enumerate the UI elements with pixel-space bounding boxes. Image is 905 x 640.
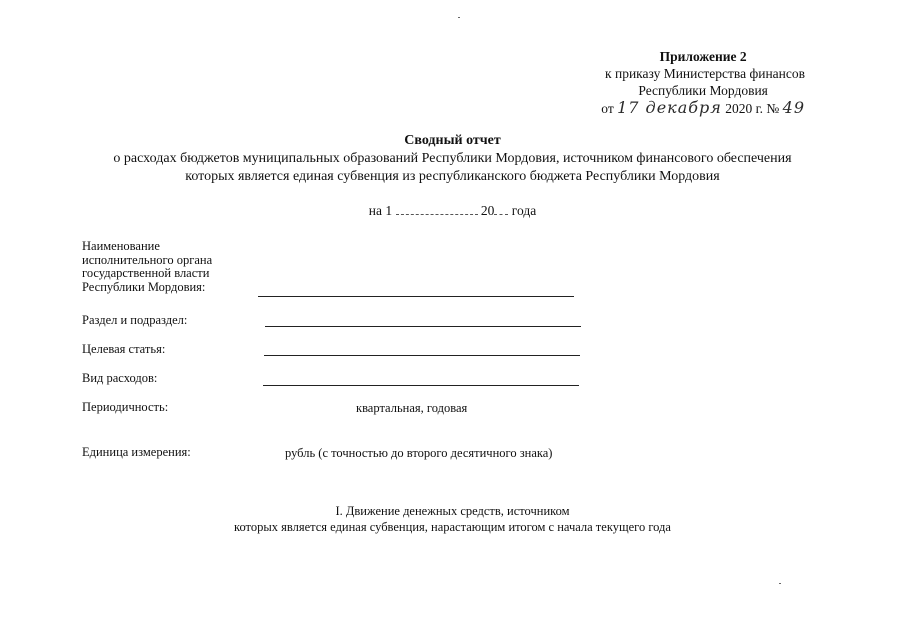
- report-subtitle-line-2: которых является единая субвенция из республиканского бюджета Республики Мордовия: [185, 169, 720, 184]
- authority-label-line-2: исполнительного органа: [82, 252, 213, 267]
- appendix-date-prefix: от: [601, 101, 614, 116]
- section-1-line-1: I. Движение денежных средств, источником: [335, 504, 570, 518]
- appendix-order-line: к приказу Министерства финансов: [605, 66, 805, 81]
- scan-speck: [779, 583, 781, 584]
- year-blank: [494, 202, 508, 215]
- target-label: Целевая статья:: [82, 342, 166, 356]
- handwritten-date: 17 декабря: [617, 98, 722, 117]
- authority-label-line-4: Республики Мордовия:: [82, 279, 206, 294]
- report-date-line: [0, 202, 905, 219]
- handwritten-number: 49: [782, 98, 805, 117]
- report-title: Сводный отчет: [404, 133, 501, 148]
- section-1-line-2: которых является единая субвенция, нарастающим итогом с начала текущего года: [234, 520, 671, 534]
- report-title-block: [0, 132, 905, 186]
- appendix-ministry-line: Республики Мордовия: [638, 83, 768, 98]
- section-input-line: [265, 326, 581, 327]
- unit-value: рубль (с точностью до второго десятичного знака): [285, 446, 553, 460]
- appendix-block: [601, 48, 805, 117]
- report-date-prefix: на 1: [368, 203, 393, 218]
- report-date-suffix: года: [511, 203, 537, 218]
- section-1-heading: [0, 503, 905, 535]
- authority-label: [82, 240, 212, 294]
- appendix-title: Приложение 2: [659, 49, 747, 64]
- expense-label: Вид расходов:: [82, 371, 158, 385]
- report-date-year: 20: [480, 203, 495, 218]
- section-label: Раздел и подраздел:: [82, 313, 188, 327]
- appendix-date-line: [601, 99, 805, 117]
- scan-speck: [458, 17, 460, 18]
- target-input-line: [264, 355, 580, 356]
- authority-label-line-3: государственной власти: [82, 266, 210, 280]
- unit-label: Единица измерения:: [82, 445, 191, 459]
- report-subtitle-line-1: о расходах бюджетов муниципальных образований Республики Мордовия, источником финансового обеспечения: [113, 151, 792, 166]
- periodicity-label: Периодичность:: [82, 400, 169, 414]
- expense-input-line: [263, 385, 579, 386]
- periodicity-value: квартальная, годовая: [356, 401, 468, 415]
- authority-input-line: [258, 296, 574, 297]
- appendix-year: 2020 г. №: [725, 101, 780, 116]
- authority-label-line-1: Наименование: [82, 239, 160, 253]
- date-blank: [396, 202, 478, 215]
